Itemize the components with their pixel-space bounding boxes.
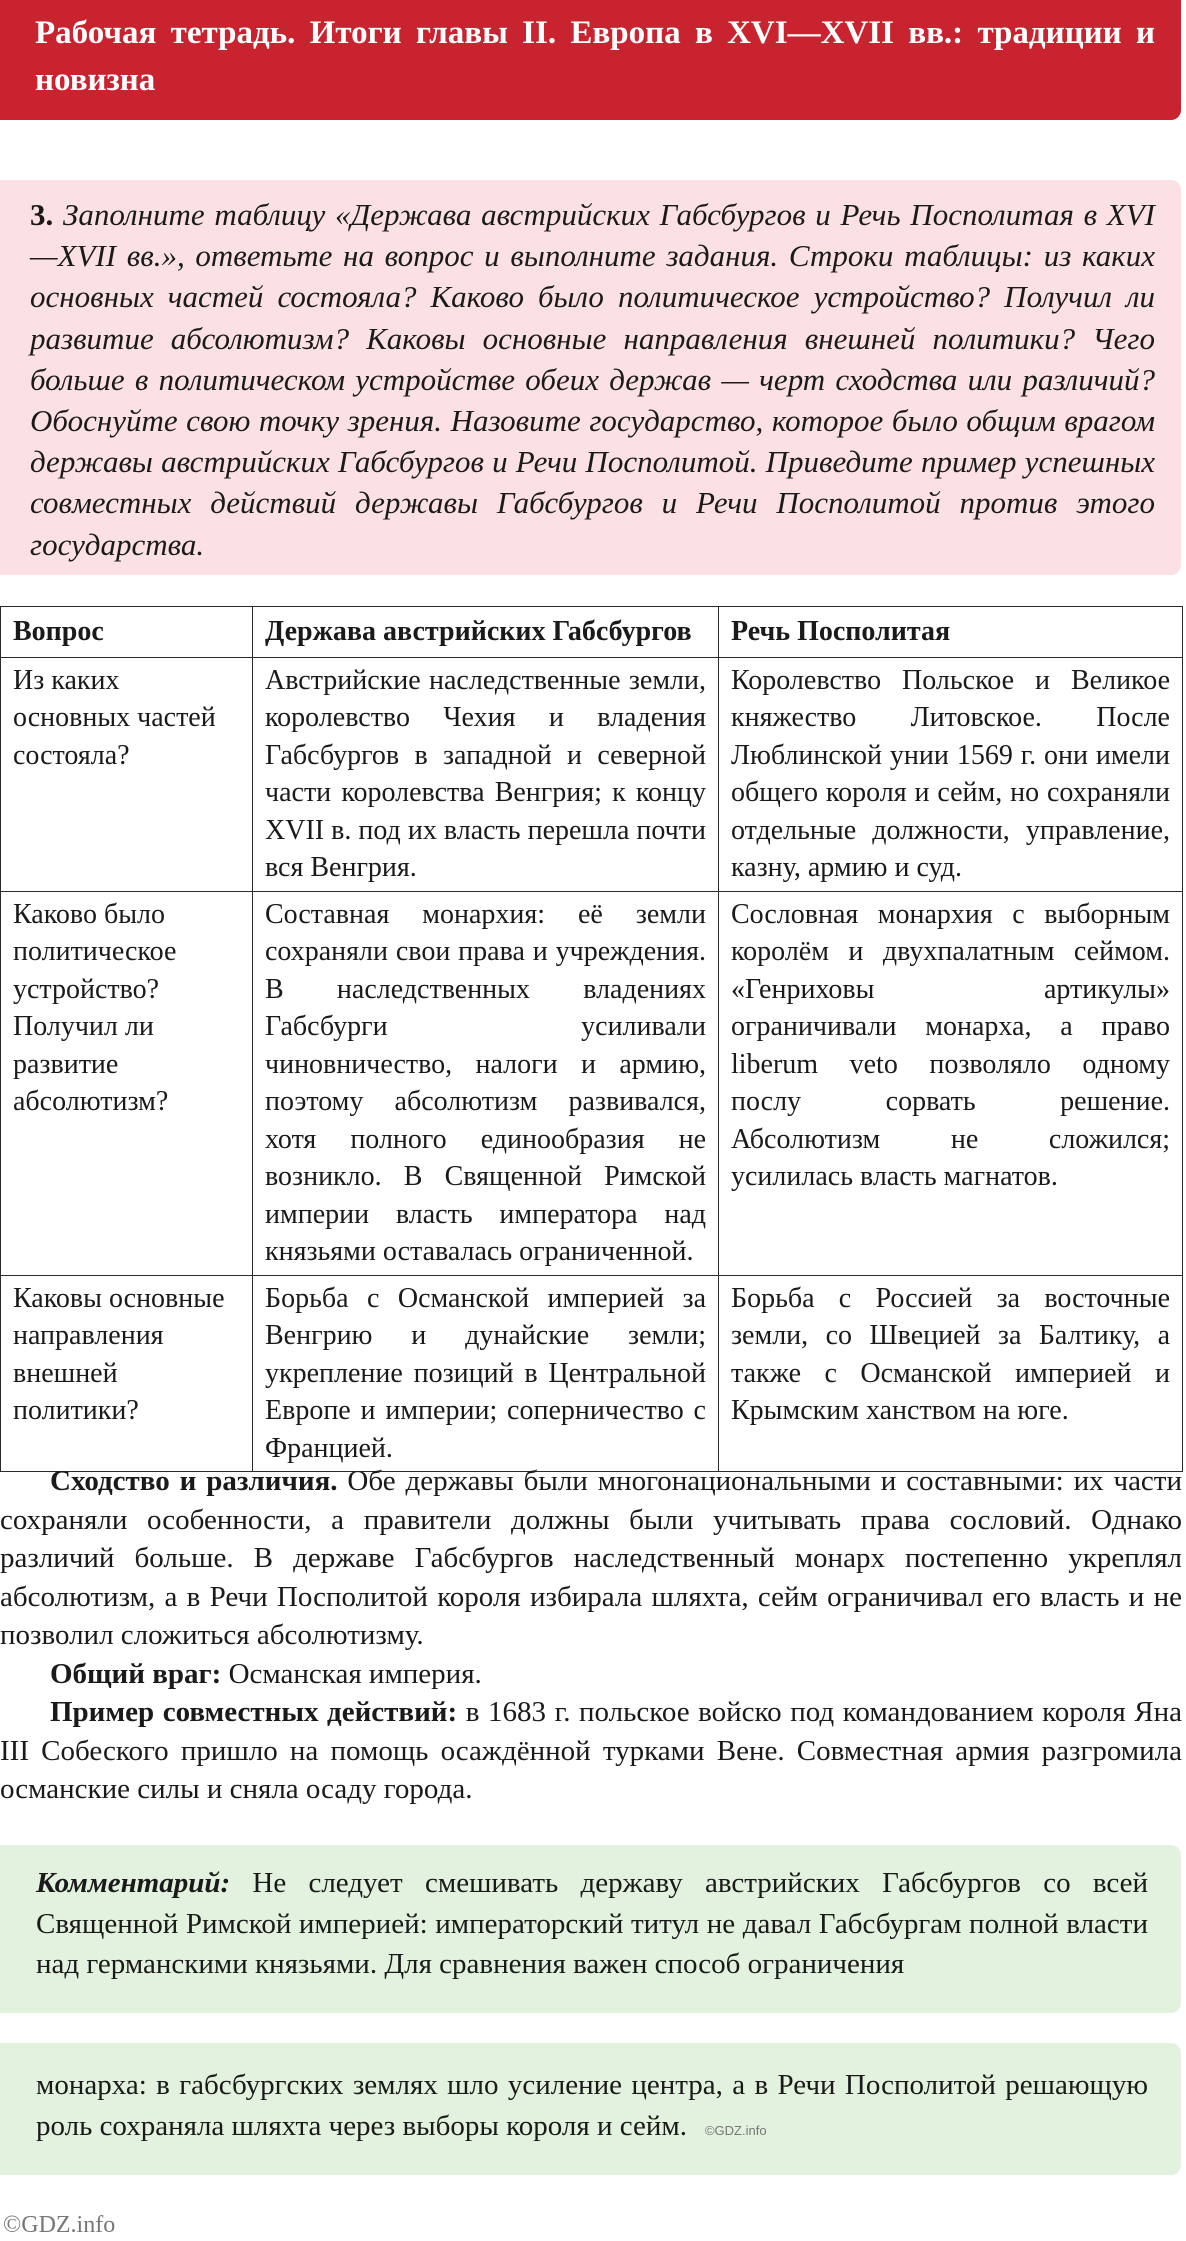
table-header-cell: Вопрос [1, 607, 253, 658]
comment-continuation [36, 2065, 1148, 2151]
comment-box [0, 1845, 1181, 2013]
chapter-header [0, 0, 1181, 120]
similarity-text: Обе державы были многонациональными и составными: их части сохраняли особенности, а правители должны были учитывать права сословий. Однако различий больше. В державе Габсбургов наследственный монарх постепенно укреплял абсолютизм, а в Речи Посполитой короля избирала шляхта, сейм ограничивал его власть и не позволил сложиться абсолютизму. [0, 1465, 1182, 1651]
table-row [1, 891, 1183, 1275]
table-row [1, 657, 1183, 891]
comment-continuation-box [0, 2043, 1181, 2175]
table-cell-question: Каковы основные направления внешней политики? [1, 1275, 253, 1472]
task-box [0, 180, 1181, 575]
comment-continuation-text: монарха: в габсбургских землях шло усиление центра, а в Речи Посполитой решающую роль сохраняла шляхта через выборы короля и сейм. [36, 2069, 1148, 2142]
comment-text [36, 1863, 1148, 1985]
example-paragraph [0, 1693, 1182, 1809]
task-body: Заполните таблицу «Держава австрийских Габсбургов и Речь Посполитая в XVI—XVII вв.», ответьте на вопрос и выполните задания. Строки таблицы: из каких основных частей состояла? Каково было политическое устройство? Получил ли развитие абсолютизм? Каковы основные направления внешней политики? Чего больше в политическом устройстве обеих держав — черт сходства или различий? Обоснуйте свою точку зрения. Назовите государство, которое было общим врагом державы австрийских Габсбургов и Речи Посполитой. Приведите пример успешных совместных действий державы Габсбургов и Речи Посполитой против этого государства. [30, 197, 1155, 562]
table-row [1, 1275, 1183, 1472]
table-cell-rzeczpospolita: Сословная монархия с выборным королём и двухпалатным сеймом. «Генриховы артикулы» ограничивали монарха, а право liberum veto позволяло одному послу сорвать решение. Абсолютизм не сложился; усилилась власть магнатов. [719, 891, 1183, 1275]
table-cell-rzeczpospolita: Борьба с Россией за восточные земли, со Швецией за Балтику, а также с Османской империей и Крымским ханством на юге. [719, 1275, 1183, 1472]
table-cell-question: Каково было политическое устройство? Получил ли развитие абсолютизм? [1, 891, 253, 1275]
comment-body: Не следует смешивать державу австрийских Габсбургов со всей Священной Римской империей: императорский титул не давал Габсбургам полной власти над германскими князьями. Для сравнения важен способ ограничения [36, 1867, 1148, 1980]
footer-watermark: ©GDZ.info [3, 2212, 116, 2238]
example-label: Пример совместных действий: [50, 1696, 458, 1728]
table-header-cell: Держава австрийских Габсбургов [253, 607, 719, 658]
table-header-row [1, 607, 1183, 658]
task-text [30, 194, 1155, 565]
similarity-label: Сходство и различия. [50, 1465, 338, 1497]
enemy-label: Общий враг: [50, 1657, 222, 1690]
watermark-small: ©GDZ.info [704, 2122, 767, 2138]
similarity-paragraph [0, 1462, 1182, 1655]
task-number: 3. [30, 197, 54, 232]
table-cell-question: Из каких основных частей состояла? [1, 657, 253, 891]
comparison-table [0, 606, 1183, 1472]
comment-label: Комментарий: [36, 1867, 231, 1899]
table-cell-habsburg: Составная монархия: её земли сохраняли свои права и учреждения. В наследственных владениях Габсбурги усиливали чиновничество, налоги и армию, поэтому абсолютизм развивался, хотя полного единообразия не возникло. В Священной Римской империи власть императора над князьями оставалась ограниченной. [253, 891, 719, 1275]
table-cell-habsburg: Австрийские наследственные земли, королевство Чехия и владения Габсбургов в западной и северной части королевства Венгрия; к концу XVII в. под их власть перешла почти вся Венгрия. [253, 657, 719, 891]
table-header-cell: Речь Посполитая [719, 607, 1183, 658]
enemy-paragraph [0, 1655, 1182, 1694]
header-title: Рабочая тетрадь. Итоги главы II. Европа в XVI—XVII вв.: традиции и новизна [35, 15, 1155, 98]
example-text: в 1683 г. польское войско под командованием короля Яна III Собеского пришло на помощь осаждённой турками Вене. Совместная армия разгромила османские силы и сняла осаду города. [0, 1696, 1182, 1805]
answer-section [0, 1462, 1182, 1809]
enemy-text: Османская империя. [221, 1657, 482, 1690]
table-cell-rzeczpospolita: Королевство Польское и Великое княжество Литовское. После Люблинской унии 1569 г. они имели общего короля и сейм, но сохраняли отдельные должности, управление, казну, армию и суд. [719, 657, 1183, 891]
table-cell-habsburg: Борьба с Османской империей за Венгрию и дунайские земли; укрепление позиций в Центральной Европе и империи; соперничество с Францией. [253, 1275, 719, 1472]
